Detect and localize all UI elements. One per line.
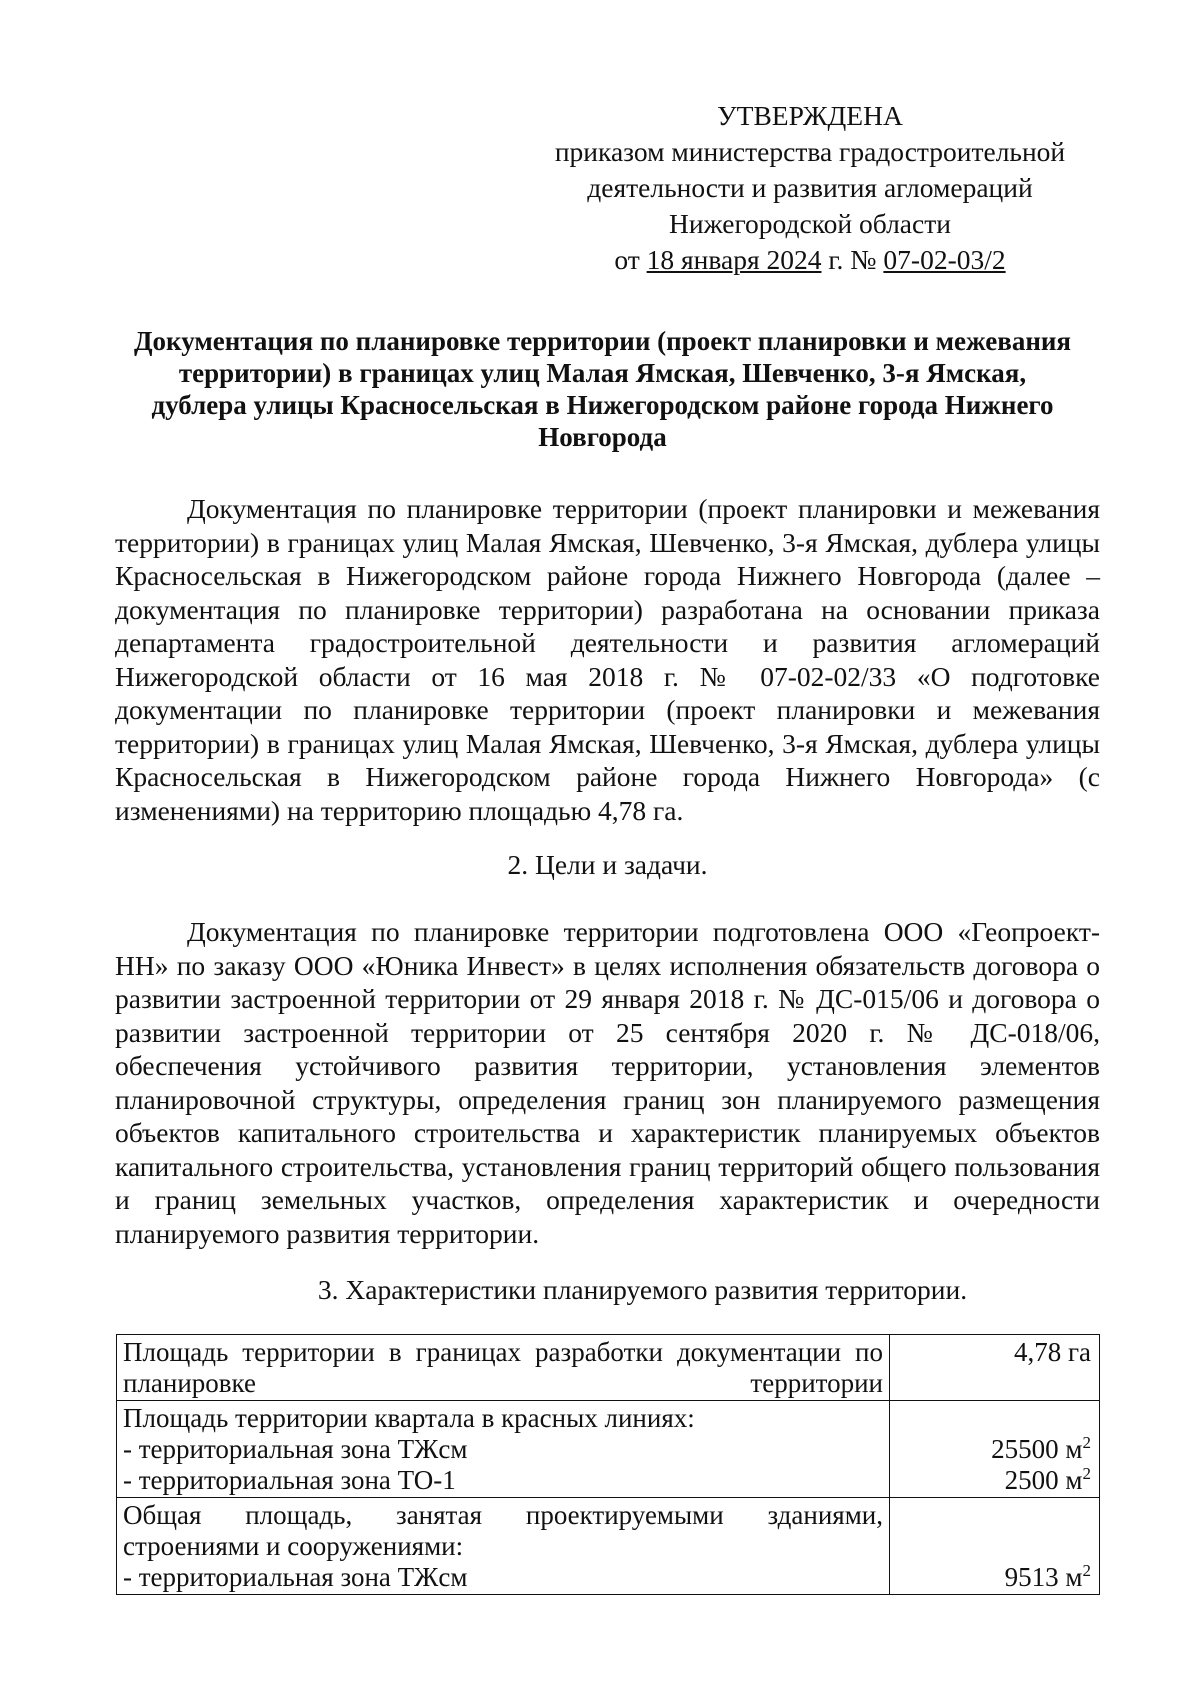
table-cell-value	[890, 1401, 1100, 1498]
section-2-heading: 2. Цели и задачи.	[507, 849, 708, 880]
title-line-4: Новгорода	[538, 422, 667, 452]
built-zone-tzhsm-value: 9513 $м^2$	[1004, 1561, 1091, 1592]
table-row	[117, 1335, 1100, 1401]
block-area-label: Площадь территории квартала в красных линиях:	[123, 1403, 695, 1433]
approval-block	[520, 98, 1100, 278]
approval-date: 18 января 2024	[646, 244, 822, 275]
built-area-label-b: строениями и сооружениями:	[123, 1531, 464, 1561]
table-cell-value	[890, 1335, 1100, 1401]
title-line-2: территории) в границах улиц Малая Ямская, Шевченко, 3-я Ямская,	[178, 358, 1027, 388]
zone-to1-value: 2500 $м^2$	[1004, 1464, 1091, 1495]
intro-paragraph: Документация по планировке территории (проект планировки и межевания территории) в границах улиц Малая Ямская, Шевченко, 3-я Ямская, дублера улицы Красносельская в Нижегородском районе города Нижнего Новгорода (далее – документация по планировке территории) разработана на основании приказа департамента градостроительной деятельности и развития агломераций Нижегородской области от 16 мая 2018 г. № 07-02-02/33 «О подготовке документации по планировке территории (проект планировки и межевания территории) в границах улиц Малая Ямская, Шевченко, 3-я Ямская, дублера улицы Красносельская в Нижегородском районе города Нижнего Новгорода» (с изменениями) на территорию площадью 4,78 га.	[115, 493, 1100, 826]
zone-to1-label: - территориальная зона ТО-1	[123, 1465, 456, 1495]
approval-date-prefix: от	[614, 244, 647, 275]
approval-heading: УТВЕРЖДЕНА	[717, 100, 903, 131]
approval-region-line: Нижегородской области	[669, 208, 951, 239]
title-line-1: Документация по планировке территории (проект планировки и межевания	[133, 326, 1072, 356]
table-cell-label	[117, 1401, 890, 1498]
document-title	[105, 325, 1100, 453]
table-row	[117, 1401, 1100, 1498]
section-3-heading: 3. Характеристики планируемого развития территории.	[317, 1274, 968, 1305]
title-line-3: дублера улицы Красносельская в Нижегородском районе города Нижнего	[151, 390, 1054, 420]
zone-tzhsm-value: 25500 $м^2$	[991, 1433, 1091, 1464]
zone-tzhsm-label: - территориальная зона ТЖсм	[123, 1434, 468, 1464]
territory-area-value: 4,78 га	[1013, 1337, 1091, 1367]
table-cell-label	[117, 1335, 890, 1401]
approval-number-prefix: г. №	[821, 244, 884, 275]
approval-ministry-line: деятельности и развития агломераций	[587, 172, 1033, 203]
goals-paragraph: Документация по планировке территории подготовлена ООО «Геопроект-НН» по заказу ООО «Юника Инвест» в целях исполнения обязательств договора о развитии застроенной территории от 29 января 2018 г. № ДС-015/06 и договора о развитии застроенной территории от 25 сентября 2020 г. № ДС-018/06, обеспечения устойчивого развития территории, установления элементов планировочной структуры, определения границ зон планируемого размещения объектов капитального строительства и характеристик планируемых объектов капитального строительства, установления границ территорий общего пользования и границ земельных участков, определения характеристик и очередности планируемого развития территории.	[115, 916, 1100, 1249]
approval-order-line: приказом министерства градостроительной	[554, 136, 1066, 167]
table-row	[117, 1498, 1100, 1595]
table-cell-value	[890, 1498, 1100, 1595]
approval-number: 07-02-03/2	[883, 244, 1006, 275]
table-cell-label	[117, 1498, 890, 1595]
characteristics-table	[116, 1334, 1100, 1595]
built-zone-tzhsm-label: - территориальная зона ТЖсм	[123, 1562, 468, 1592]
built-area-label-a: Общая площадь, занятая проектируемыми зданиями,	[123, 1500, 883, 1530]
territory-area-label: Площадь территории в границах разработки документации по планировке территории	[123, 1337, 883, 1398]
approval-date-line	[520, 242, 1100, 278]
